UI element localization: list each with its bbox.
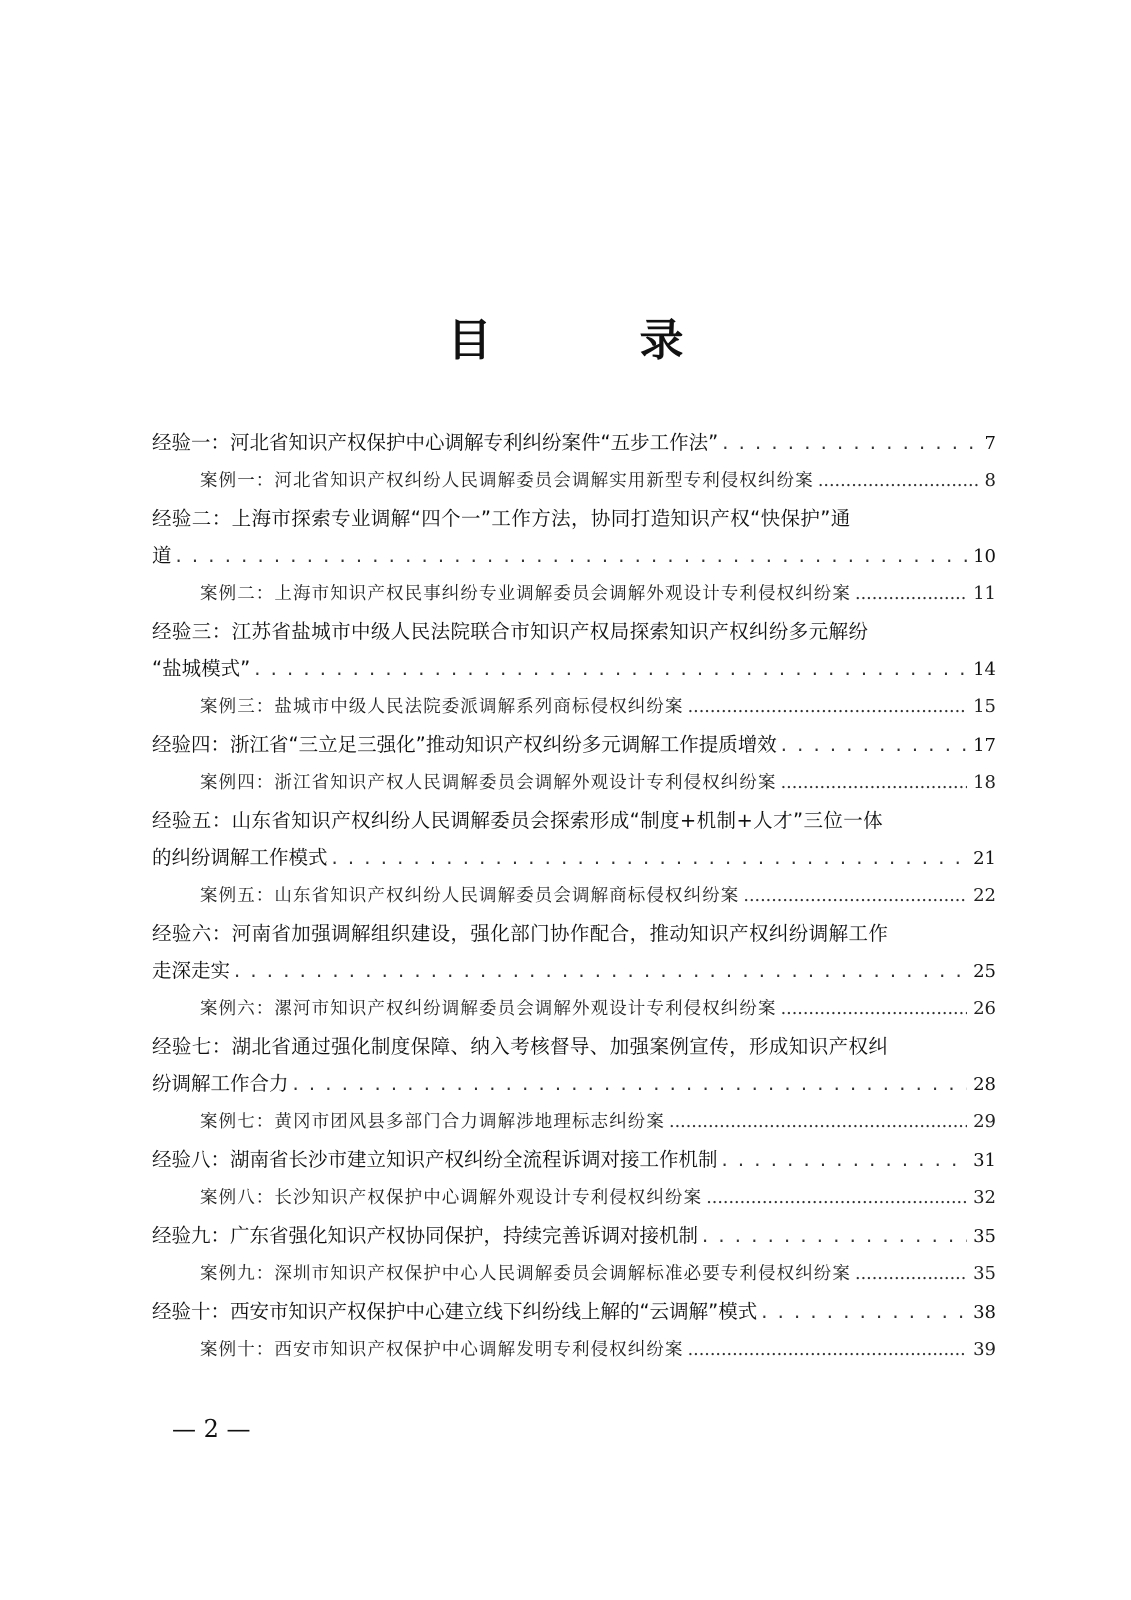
dot-leader	[254, 650, 967, 687]
toc-entry-experience[interactable]	[152, 1141, 996, 1179]
toc-entry-title: 经验八：湖南省长沙市建立知识产权纠纷全流程诉调对接工作机制	[152, 1148, 718, 1171]
toc-entry-experience[interactable]	[152, 424, 996, 462]
toc-entry-case[interactable]	[152, 688, 996, 726]
toc-entry-experience[interactable]	[152, 1293, 996, 1331]
toc-entry-case[interactable]	[152, 1103, 996, 1141]
dot-leader	[688, 689, 967, 726]
dot-leader	[722, 424, 978, 461]
toc-entry-page: 28	[973, 1074, 996, 1095]
dot-leader	[706, 1180, 967, 1217]
toc-entry-title: 道	[152, 544, 172, 567]
toc-entry-title: 经验十：西安市知识产权保护中心建立线下纠纷线上解的“云调解”模式	[152, 1300, 758, 1323]
toc-entry-line	[200, 575, 996, 613]
dot-leader	[669, 1104, 967, 1141]
toc-entry-title-line1: 经验五：山东省知识产权纠纷人民调解委员会探索形成“制度+机制+人才”三位一体	[152, 809, 884, 832]
toc-entry-page: 25	[973, 961, 996, 982]
dot-leader	[818, 463, 979, 500]
toc-entry-line	[200, 764, 996, 802]
dot-leader	[293, 1065, 968, 1102]
toc-entry-line	[200, 462, 996, 500]
toc-entry-line	[152, 839, 996, 877]
toc-entry-line	[152, 1217, 996, 1255]
toc-entry-title: 经验九：广东省强化知识产权协同保护，持续完善诉调对接机制	[152, 1224, 699, 1247]
toc-entry-line	[152, 1141, 996, 1179]
toc-entry-case[interactable]	[152, 1331, 996, 1369]
toc-entry-line	[200, 877, 996, 915]
toc-entry-experience[interactable]	[152, 1217, 996, 1255]
table-of-contents	[152, 424, 996, 1369]
toc-entry-title: 经验四：浙江省“三立足三强化”推动知识产权纠纷多元调解工作提质增效	[152, 733, 777, 756]
toc-entry-title: 经验一：河北省知识产权保护中心调解专利纠纷案件“五步工作法”	[152, 431, 719, 454]
toc-entry-line	[152, 1293, 996, 1331]
toc-entry-case[interactable]	[152, 575, 996, 613]
toc-entry-title-line1: 经验六：河南省加强调解组织建设，强化部门协作配合，推动知识产权纠纷调解工作	[152, 922, 889, 945]
toc-entry-title-line1: 经验二：上海市探索专业调解“四个一”工作方法，协同打造知识产权“快保护”通	[152, 507, 851, 530]
toc-entry-page: 38	[973, 1302, 996, 1323]
toc-entry-case[interactable]	[152, 877, 996, 915]
toc-entry-line	[200, 990, 996, 1028]
toc-entry-case[interactable]	[152, 462, 996, 500]
toc-entry-line	[152, 537, 996, 575]
toc-entry-page: 8	[984, 470, 996, 491]
toc-entry-experience[interactable]	[152, 915, 996, 990]
toc-entry-title-line1: 经验三：江苏省盐城市中级人民法院联合市知识产权局探索知识产权纠纷多元解纷	[152, 620, 869, 643]
dot-leader	[781, 765, 967, 802]
toc-entry-title: 案例一：河北省知识产权纠纷人民调解委员会调解实用新型专利侵权纠纷案	[200, 471, 814, 491]
toc-entry-line	[200, 688, 996, 726]
toc-entry-page: 31	[973, 1150, 996, 1171]
toc-entry-line	[152, 650, 996, 688]
toc-entry-title: 案例五：山东省知识产权纠纷人民调解委员会调解商标侵权纠纷案	[200, 886, 740, 906]
toc-entry-title: 案例三：盐城市中级人民法院委派调解系列商标侵权纠纷案	[200, 697, 684, 717]
dot-leader	[234, 952, 967, 989]
toc-entry-line	[200, 1255, 996, 1293]
toc-entry-page: 39	[973, 1339, 996, 1360]
toc-entry-case[interactable]	[152, 1255, 996, 1293]
toc-entry-page: 35	[973, 1263, 996, 1284]
toc-entry-title: 的纠纷调解工作模式	[152, 846, 328, 869]
toc-entry-line	[200, 1103, 996, 1141]
dot-leader	[781, 991, 967, 1028]
toc-entry-title: 走深走实	[152, 959, 231, 982]
toc-entry-title: “盐城模式”	[152, 657, 251, 680]
toc-entry-experience[interactable]	[152, 613, 996, 688]
toc-entry-title: 纷调解工作合力	[152, 1072, 289, 1095]
dot-leader	[781, 726, 967, 763]
toc-entry-experience[interactable]	[152, 726, 996, 764]
toc-entry-title: 案例八：长沙知识产权保护中心调解外观设计专利侵权纠纷案	[200, 1188, 703, 1208]
dot-leader	[743, 878, 967, 915]
dot-leader	[855, 576, 967, 613]
toc-entry-line	[152, 726, 996, 764]
toc-entry-experience[interactable]	[152, 500, 996, 575]
toc-entry-title: 案例四：浙江省知识产权人民调解委员会调解外观设计专利侵权纠纷案	[200, 773, 777, 793]
toc-entry-page: 18	[973, 772, 996, 793]
toc-entry-line	[152, 424, 996, 462]
dot-leader	[761, 1293, 967, 1330]
toc-entry-page: 22	[973, 885, 996, 906]
toc-entry-title: 案例六：漯河市知识产权纠纷调解委员会调解外观设计专利侵权纠纷案	[200, 999, 777, 1019]
toc-entry-case[interactable]	[152, 990, 996, 1028]
dot-leader	[332, 839, 968, 876]
page-number-footer: — 2 —	[172, 1415, 251, 1443]
dot-leader	[855, 1256, 967, 1293]
toc-entry-page: 10	[973, 546, 996, 567]
dot-leader	[702, 1217, 967, 1254]
toc-entry-page: 21	[973, 848, 996, 869]
toc-entry-line	[152, 952, 996, 990]
toc-entry-page: 17	[973, 735, 996, 756]
toc-entry-page: 7	[984, 433, 996, 454]
toc-entry-title: 案例十：西安市知识产权保护中心调解发明专利侵权纠纷案	[200, 1340, 684, 1360]
page-title: 目 录	[447, 315, 736, 366]
toc-entry-case[interactable]	[152, 764, 996, 802]
toc-entry-page: 26	[973, 998, 996, 1019]
toc-entry-page: 29	[973, 1111, 996, 1132]
toc-entry-page: 35	[973, 1226, 996, 1247]
dot-leader	[688, 1332, 967, 1369]
toc-entry-page: 32	[973, 1187, 996, 1208]
toc-entry-line	[200, 1331, 996, 1369]
toc-entry-title: 案例九：深圳市知识产权保护中心人民调解委员会调解标准必要专利侵权纠纷案	[200, 1264, 851, 1284]
toc-entry-title: 案例二：上海市知识产权民事纠纷专业调解委员会调解外观设计专利侵权纠纷案	[200, 584, 851, 604]
toc-entry-line	[152, 1065, 996, 1103]
toc-entry-experience[interactable]	[152, 1028, 996, 1103]
toc-entry-case[interactable]	[152, 1179, 996, 1217]
toc-entry-page: 14	[973, 659, 996, 680]
toc-entry-page: 11	[973, 583, 996, 604]
toc-entry-page: 15	[973, 696, 996, 717]
toc-entry-line	[200, 1179, 996, 1217]
dot-leader	[722, 1141, 968, 1178]
dot-leader	[176, 537, 968, 574]
toc-entry-experience[interactable]	[152, 802, 996, 877]
toc-entry-title: 案例七：黄冈市团风县多部门合力调解涉地理标志纠纷案	[200, 1112, 665, 1132]
toc-entry-title-line1: 经验七：湖北省通过强化制度保障、纳入考核督导、加强案例宣传，形成知识产权纠	[152, 1035, 889, 1058]
